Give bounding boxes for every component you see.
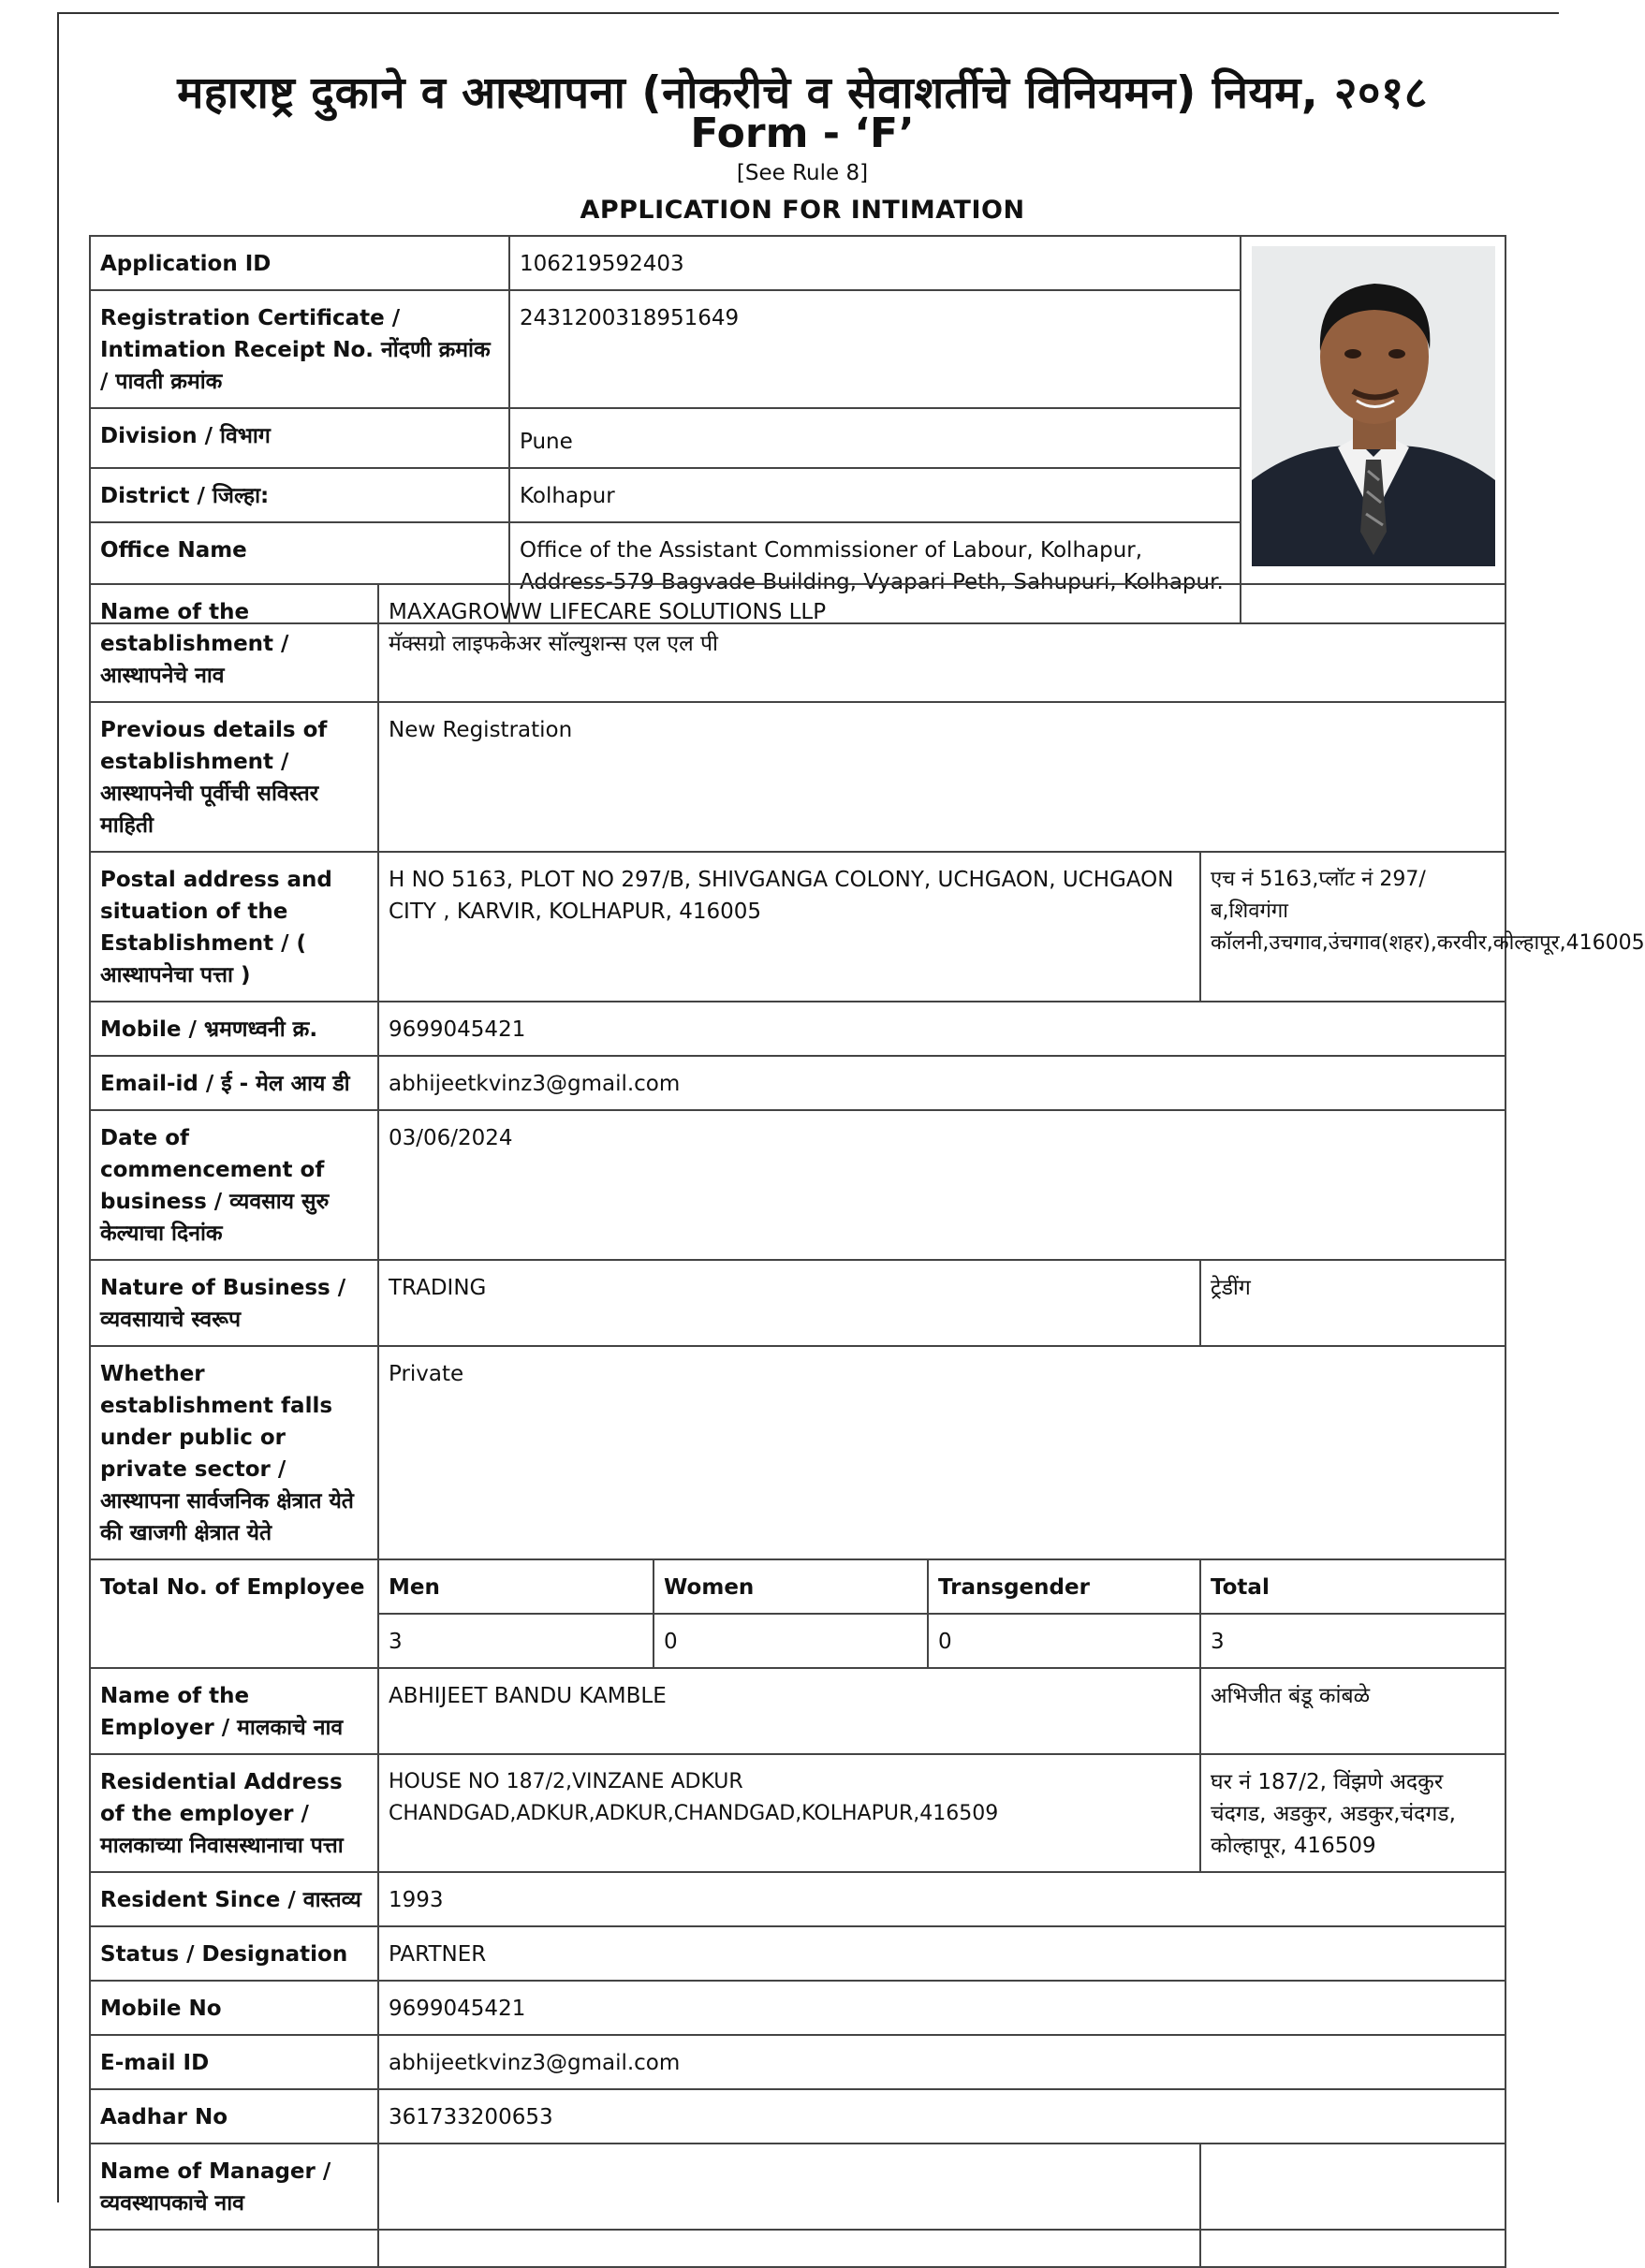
resident-since-label: Resident Since / वास्तव्य [90,1872,378,1926]
mobile-label: Mobile / भ्रमणध्वनी क्र. [90,1002,378,1056]
office-name-label: Office Name [90,522,509,623]
email-value: abhijeetkvinz3@gmail.com [378,1056,1505,1110]
men-count: 3 [378,1614,654,1668]
aadhar-value: 361733200653 [378,2089,1505,2144]
aadhar-label: Aadhar No [90,2089,378,2144]
employer-name-en: ABHIJEET BANDU KAMBLE [378,1668,1200,1754]
designation-value: PARTNER [378,1926,1505,1981]
form-title: Form - ‘F’ [690,110,915,157]
employer-email-label: E-mail ID [90,2035,378,2089]
previous-details-value: New Registration [378,702,1505,852]
postal-address-mr: एच नं 5163,प्लॉट नं 297/ब,शिवगंगा कॉलनी,उचगाव,उंचगाव(शहर),करवीर,कोल्हापूर,416005 [1200,852,1505,1002]
employer-email-value: abhijeetkvinz3@gmail.com [378,2035,1505,2089]
registration-value: 2431200318951649 [509,290,1241,408]
establishment-name-en: MAXAGROWW LIFECARE SOLUTIONS LLP [389,600,827,624]
nature-label: Nature of Business / व्यवसायाचे स्वरूप [90,1260,378,1346]
commencement-label: Date of commencement of business / व्यवसाय सुरु केल्याचा दिनांक [90,1110,378,1260]
office-name-value: Office of the Assistant Commissioner of Labour, Kolhapur, Address-579 Bagvade Building, Vyapari Peth, Sahupuri, Kolhapur. [509,522,1241,623]
establishment-name-value [378,584,1505,702]
women-header: Women [654,1559,928,1614]
sector-label: Whether establishment falls under public or private sector / आस्थापना सार्वजनिक क्षेत्रात येते की खाजगी क्षेत्रात येते [90,1346,378,1559]
transgender-count: 0 [928,1614,1200,1668]
employer-address-label: Residential Address of the employer / मालकाच्या निवासस्थानाचा पत्ता [90,1754,378,1872]
previous-details-label: Previous details of establishment / आस्थापनेची पूर्वीची सविस्तर माहिती [90,702,378,852]
employer-name-label: Name of the Employer / मालकाचे नाव [90,1668,378,1754]
application-id-value: 106219592403 [509,236,1241,290]
postal-address-en: H NO 5163, PLOT NO 297/B, SHIVGANGA COLONY, UCHGAON, UCHGAON CITY , KARVIR, KOLHAPUR, 416005 [378,852,1200,1002]
establishment-table [89,583,1645,2268]
district-value: Kolhapur [509,468,1241,522]
employee-count-label: Total No. of Employee [90,1559,378,1668]
establishment-name-label: Name of the establishment / आस्थापनेचे नाव [90,584,378,702]
application-id-label: Application ID [90,236,509,290]
resident-since-value: 1993 [378,1872,1505,1926]
designation-label: Status / Designation [90,1926,378,1981]
nature-mr: ट्रेडींग [1200,1260,1505,1346]
total-count: 3 [1200,1614,1505,1668]
total-header: Total [1200,1559,1505,1614]
manager-name-en [378,2144,1200,2230]
registration-label: Registration Certificate / Intimation Receipt No. नोंदणी क्रमांक / पावती क्रमांक [90,290,509,408]
establishment-name-mr: मॅक्सग्रो लाइफकेअर सॉल्युशन्स एल एल पी [389,632,719,656]
women-count: 0 [654,1614,928,1668]
email-label: Email-id / ई - मेल आय डी [90,1056,378,1110]
men-header: Men [378,1559,654,1614]
next-row-extra [1200,2230,1505,2267]
next-row-value [378,2230,1200,2267]
sector-value: Private [378,1346,1505,1559]
employer-address-mr: घर नं 187/2, विंझणे अदकुर चंदगड, अडकुर, अडकुर,चंदगड, कोल्हापूर, 416509 [1200,1754,1505,1872]
manager-name-mr [1200,2144,1505,2230]
employer-name-mr: अभिजीत बंडू कांबळे [1200,1668,1505,1754]
mobile-value: 9699045421 [378,1002,1505,1056]
employer-mobile-label: Mobile No [90,1981,378,2035]
district-label: District / जिल्हा: [90,468,509,522]
marathi-title: महाराष्ट्र दुकाने व आस्थापना (नोकरीचे व सेवाशर्तीचे विनियमन) नियम, २०१८ [177,67,1428,119]
next-row-label [90,2230,378,2267]
employer-mobile-value: 9699045421 [378,1981,1505,2035]
person-photo-icon [1252,246,1495,566]
application-title: APPLICATION FOR INTIMATION [580,196,1025,225]
nature-en: TRADING [378,1260,1200,1346]
commencement-value: 03/06/2024 [378,1110,1505,1260]
rule-reference: [See Rule 8] [736,161,869,185]
division-label: Division / विभाग [90,408,509,468]
postal-address-label: Postal address and situation of the Establishment / ( आस्थापनेचा पत्ता ) [90,852,378,1002]
employer-address-en: HOUSE NO 187/2,VINZANE ADKUR CHANDGAD,ADKUR,ADKUR,CHANDGAD,KOLHAPUR,416509 [378,1754,1200,1872]
transgender-header: Transgender [928,1559,1200,1614]
manager-name-label: Name of Manager / व्यवस्थापकाचे नाव [90,2144,378,2230]
division-value: Pune [509,408,1241,468]
